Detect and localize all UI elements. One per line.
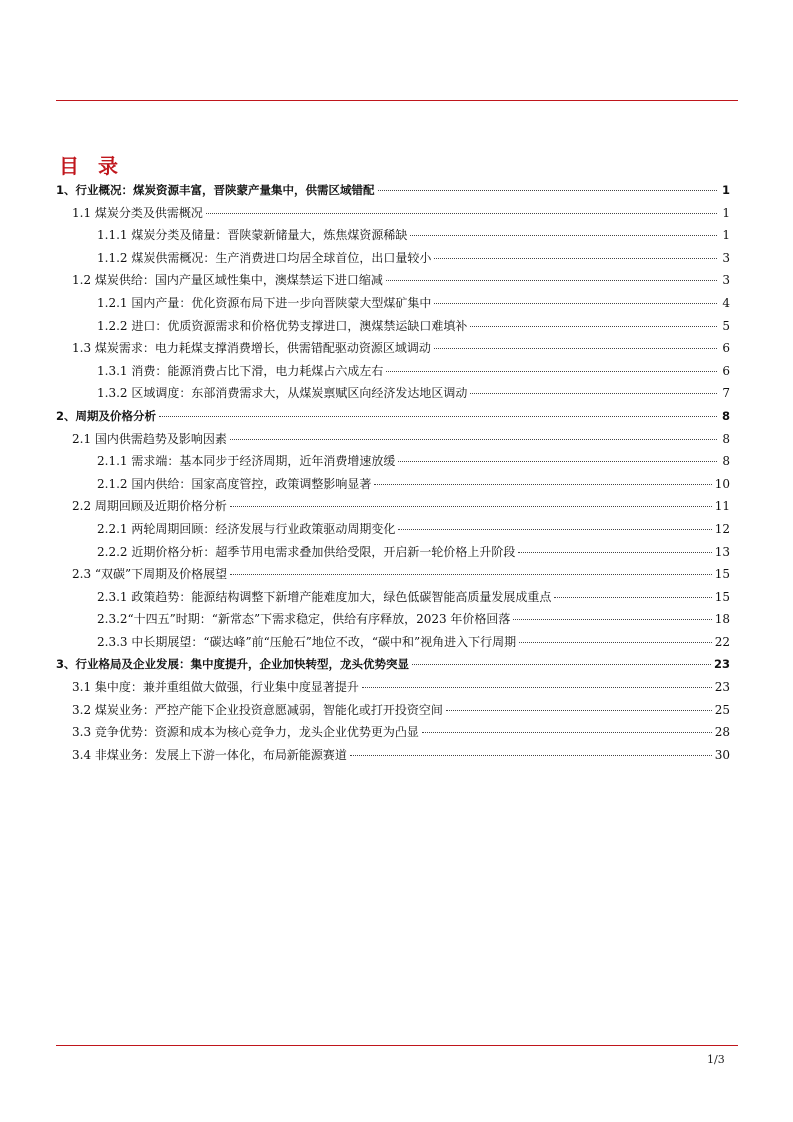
- toc-entry-page: 1: [722, 205, 730, 220]
- toc-entry-page: 15: [714, 567, 730, 582]
- toc-entry[interactable]: [56, 473, 730, 496]
- toc-entry[interactable]: [56, 653, 730, 676]
- toc-entry-page: 7: [722, 386, 730, 401]
- toc-entry-text: 1.3.1 消费：能源消费占比下滑，电力耗煤占六成左右: [97, 363, 384, 378]
- toc-entry[interactable]: [56, 269, 730, 292]
- toc-entry-page: 18: [714, 612, 730, 627]
- toc-title: 目 录: [59, 154, 124, 178]
- toc-entry-text: 2.2.1 两轮周期回顾：经济发展与行业政策驱动周期变化: [97, 521, 396, 536]
- toc-entry-text: 1.3 煤炭需求：电力耗煤支撑消费增长，供需错配驱动资源区域调动: [72, 341, 431, 356]
- toc-entry-text: 3.2 煤炭业务：严控产能下企业投资意愿减弱，智能化或打开投资空间: [72, 702, 443, 717]
- toc-entry[interactable]: [56, 518, 730, 541]
- toc-entry-text: 1.2 煤炭供给：国内产量区域性集中，澳煤禁运下进口缩减: [72, 273, 383, 288]
- toc-entry-text: 1.2.1 国内产量：优化资源布局下进一步向晋陕蒙大型煤矿集中: [97, 295, 432, 310]
- dot-leader: [470, 326, 717, 327]
- toc-entry[interactable]: [56, 563, 730, 586]
- toc-entry-page: 6: [722, 363, 730, 378]
- page-number: 1/3: [707, 1053, 725, 1066]
- toc-entry-page: 25: [714, 702, 730, 717]
- toc-entry[interactable]: [56, 360, 730, 383]
- dot-leader: [410, 235, 717, 236]
- dot-leader: [230, 506, 712, 507]
- dot-leader: [159, 416, 717, 417]
- toc-entry-page: 5: [722, 318, 730, 333]
- dot-leader: [230, 439, 717, 440]
- toc-entry-text: 2.3.1 政策趋势：能源结构调整下新增产能难度加大，绿色低碳智能高质量发展成重点: [97, 589, 552, 604]
- dot-leader: [350, 755, 712, 756]
- toc-entry[interactable]: [56, 586, 730, 609]
- toc-entry-text: 1.1.1 煤炭分类及储量：晋陕蒙新储量大，炼焦煤资源稀缺: [97, 228, 408, 243]
- toc-entry-text: 1.3.2 区域调度：东部消费需求大，从煤炭禀赋区向经济发达地区调动: [97, 386, 468, 401]
- toc-entry-text: 1.2.2 进口：优质资源需求和价格优势支撑进口，澳煤禁运缺口难填补: [97, 318, 468, 333]
- dot-leader: [362, 687, 712, 688]
- toc-entry-text: 2.1.2 国内供给：国家高度管控，政策调整影响显著: [97, 476, 372, 491]
- toc-entry-text: 1、行业概况：煤炭资源丰富，晋陕蒙产量集中，供需区域错配: [56, 183, 375, 197]
- toc-entry-text: 1.1 煤炭分类及供需概况: [72, 205, 203, 220]
- dot-leader: [518, 552, 711, 553]
- toc-entry[interactable]: [56, 495, 730, 518]
- dot-leader: [378, 190, 718, 191]
- dot-leader: [519, 642, 712, 643]
- header-rule: [56, 100, 738, 101]
- toc-entry-page: 8: [721, 408, 730, 423]
- toc-entry[interactable]: [56, 405, 730, 428]
- toc-entry[interactable]: [56, 721, 730, 744]
- toc-entry-page: 13: [714, 544, 730, 559]
- toc-entry-text: 2.3.2“十四五”时期：“新常态”下需求稳定，供给有序释放，2023 年价格回落: [97, 612, 511, 627]
- toc-entry-page: 12: [714, 521, 730, 536]
- dot-leader: [434, 348, 717, 349]
- dot-leader: [554, 597, 711, 598]
- toc-entry-text: 3、行业格局及企业发展：集中度提升，企业加快转型，龙头优势突显: [56, 657, 409, 672]
- toc-entry[interactable]: [56, 224, 730, 247]
- toc-entry-page: 22: [714, 634, 730, 649]
- dot-leader: [398, 461, 717, 462]
- dot-leader: [513, 619, 711, 620]
- toc-entry-text: 2.1.1 需求端：基本同步于经济周期，近年消费增速放缓: [97, 454, 396, 469]
- toc-entry-page: 10: [714, 476, 730, 491]
- toc-entry-page: 11: [714, 499, 730, 514]
- toc-entry-page: 23: [714, 680, 730, 695]
- toc-entry-text: 3.1 集中度：兼并重组做大做强，行业集中度显著提升: [72, 680, 359, 695]
- dot-leader: [422, 732, 712, 733]
- dot-leader: [434, 258, 717, 259]
- toc-entry-page: 30: [714, 747, 730, 762]
- toc-entry-text: 2.3 “双碳”下周期及价格展望: [72, 567, 228, 582]
- dot-leader: [206, 213, 717, 214]
- toc-entry-text: 3.4 非煤业务：发展上下游一体化，布局新能源赛道: [72, 747, 347, 762]
- toc-entry[interactable]: [56, 676, 730, 699]
- toc-entry-page: 8: [722, 454, 730, 469]
- toc-entry[interactable]: [56, 179, 730, 202]
- table-of-contents: [56, 179, 730, 766]
- toc-entry-text: 2.2.2 近期价格分析：超季节用电需求叠加供给受限，开启新一轮价格上升阶段: [97, 544, 516, 559]
- toc-entry[interactable]: [56, 202, 730, 225]
- toc-entry[interactable]: [56, 631, 730, 654]
- toc-entry-page: 6: [722, 341, 730, 356]
- toc-entry[interactable]: [56, 382, 730, 405]
- toc-entry-text: 2.2 周期回顾及近期价格分析: [72, 499, 227, 514]
- dot-leader: [434, 303, 717, 304]
- toc-entry-page: 3: [722, 250, 730, 265]
- dot-leader: [470, 393, 717, 394]
- toc-entry-page: 3: [722, 273, 730, 288]
- toc-entry[interactable]: [56, 541, 730, 564]
- dot-leader: [412, 664, 711, 665]
- dot-leader: [386, 280, 717, 281]
- toc-entry[interactable]: [56, 450, 730, 473]
- toc-entry-page: 1: [721, 183, 730, 197]
- toc-entry[interactable]: [56, 247, 730, 270]
- toc-entry[interactable]: [56, 337, 730, 360]
- toc-entry-page: 4: [722, 295, 730, 310]
- toc-entry-page: 15: [714, 589, 730, 604]
- toc-entry[interactable]: [56, 608, 730, 631]
- toc-entry[interactable]: [56, 428, 730, 451]
- toc-entry-page: 28: [714, 725, 730, 740]
- footer-rule: [56, 1045, 738, 1046]
- toc-entry-page: 23: [713, 657, 730, 672]
- toc-entry-text: 1.1.2 煤炭供需概况：生产消费进口均居全球首位，出口量较小: [97, 250, 432, 265]
- toc-entry-page: 8: [722, 431, 730, 446]
- toc-entry[interactable]: [56, 744, 730, 767]
- toc-entry-page: 1: [722, 228, 730, 243]
- dot-leader: [386, 371, 717, 372]
- toc-entry[interactable]: [56, 315, 730, 338]
- toc-entry[interactable]: [56, 699, 730, 722]
- toc-entry-text: 2.1 国内供需趋势及影响因素: [72, 431, 227, 446]
- toc-entry-text: 2、周期及价格分析: [56, 408, 157, 423]
- dot-leader: [446, 710, 712, 711]
- dot-leader: [374, 484, 711, 485]
- dot-leader: [398, 529, 711, 530]
- toc-entry-text: 3.3 竞争优势：资源和成本为核心竞争力，龙头企业优势更为凸显: [72, 725, 419, 740]
- toc-entry[interactable]: [56, 292, 730, 315]
- toc-entry-text: 2.3.3 中长期展望：“碳达峰”前“压舱石”地位不改，“碳中和”视角进入下行周期: [97, 634, 517, 649]
- dot-leader: [230, 574, 712, 575]
